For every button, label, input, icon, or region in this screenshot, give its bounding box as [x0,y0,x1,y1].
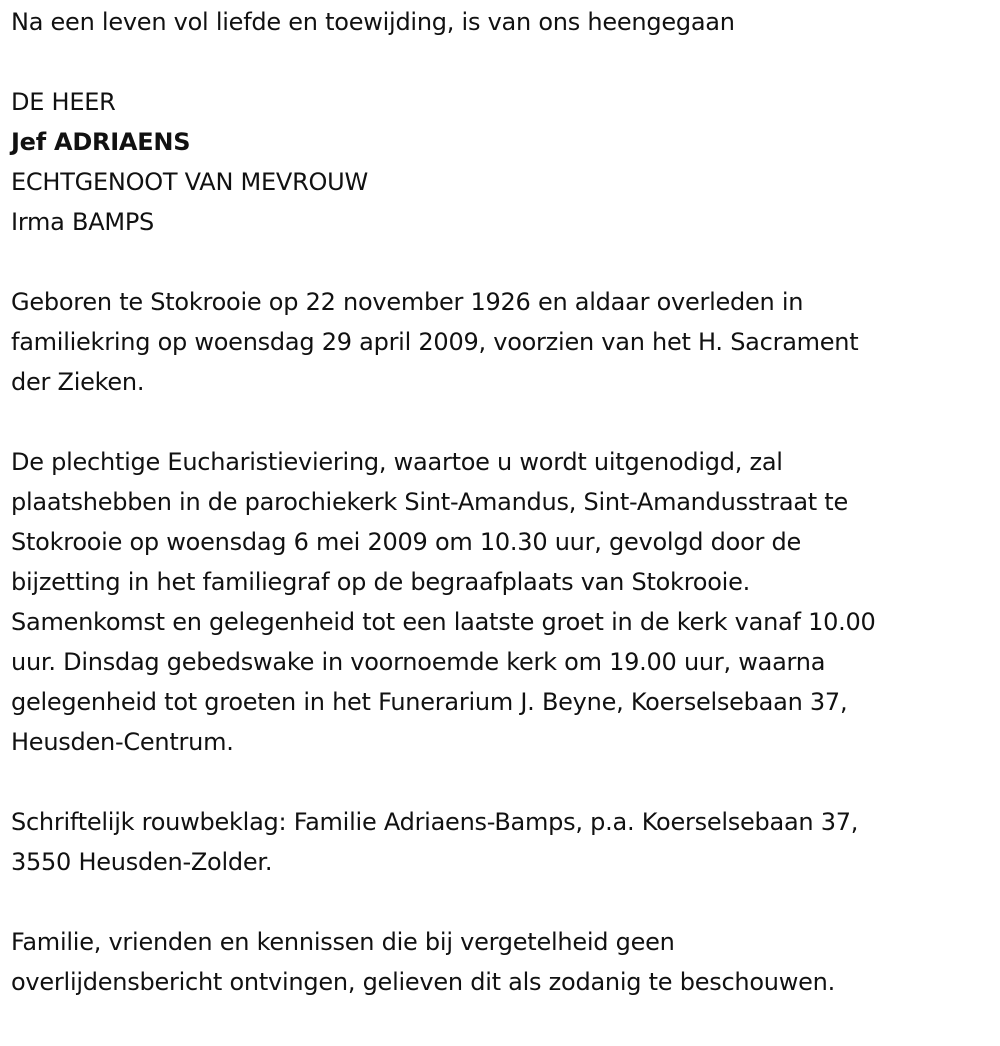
condolences-paragraph [11,802,1000,882]
honorific-title: DE HEER [11,88,116,116]
paragraph-line: Samenkomst en gelegenheid tot een laatste groet in de kerk vanaf 10.00 [11,608,876,636]
ceremony-paragraph [11,442,1000,762]
spacer [11,242,1000,282]
paragraph-line: Familie, vrienden en kennissen die bij vergetelheid geen [11,928,675,956]
spacer [11,762,1000,802]
deceased-name: Jef ADRIAENS [11,128,191,156]
paragraph-line: Stokrooie op woensdag 6 mei 2009 om 10.30 uur, gevolgd door de [11,528,802,556]
paragraph-line: Schriftelijk rouwbeklag: Familie Adriaens-Bamps, p.a. Koerselsebaan 37, [11,808,859,836]
intro-text: Na een leven vol liefde en toewijding, is van ons heengegaan [11,8,735,36]
birth-death-paragraph [11,282,1000,402]
paragraph-line: familiekring op woensdag 29 april 2009, voorzien van het H. Sacrament [11,328,859,356]
paragraph-line: Heusden-Centrum. [11,728,234,756]
paragraph-line: plaatshebben in de parochiekerk Sint-Amandus, Sint-Amandusstraat te [11,488,848,516]
paragraph-line: der Zieken. [11,368,145,396]
paragraph-line: Geboren te Stokrooie op 22 november 1926 en aldaar overleden in [11,288,804,316]
paragraph-line: overlijdensbericht ontvingen, gelieven dit als zodanig te beschouwen. [11,968,835,996]
paragraph-line: 3550 Heusden-Zolder. [11,848,273,876]
paragraph-line: gelegenheid tot groeten in het Funerarium J. Beyne, Koerselsebaan 37, [11,688,848,716]
closing-paragraph [11,922,1000,1002]
spacer [11,42,1000,82]
paragraph-line: bijzetting in het familiegraf op de begraafplaats van Stokrooie. [11,568,750,596]
paragraph-line: uur. Dinsdag gebedswake in voornoemde kerk om 19.00 uur, waarna [11,648,826,676]
spouse-name: Irma BAMPS [11,208,155,236]
spacer [11,402,1000,442]
paragraph-line: De plechtige Eucharistieviering, waartoe u wordt uitgenodigd, zal [11,448,783,476]
spacer [11,882,1000,922]
relation-label: ECHTGENOOT VAN MEVROUW [11,168,368,196]
